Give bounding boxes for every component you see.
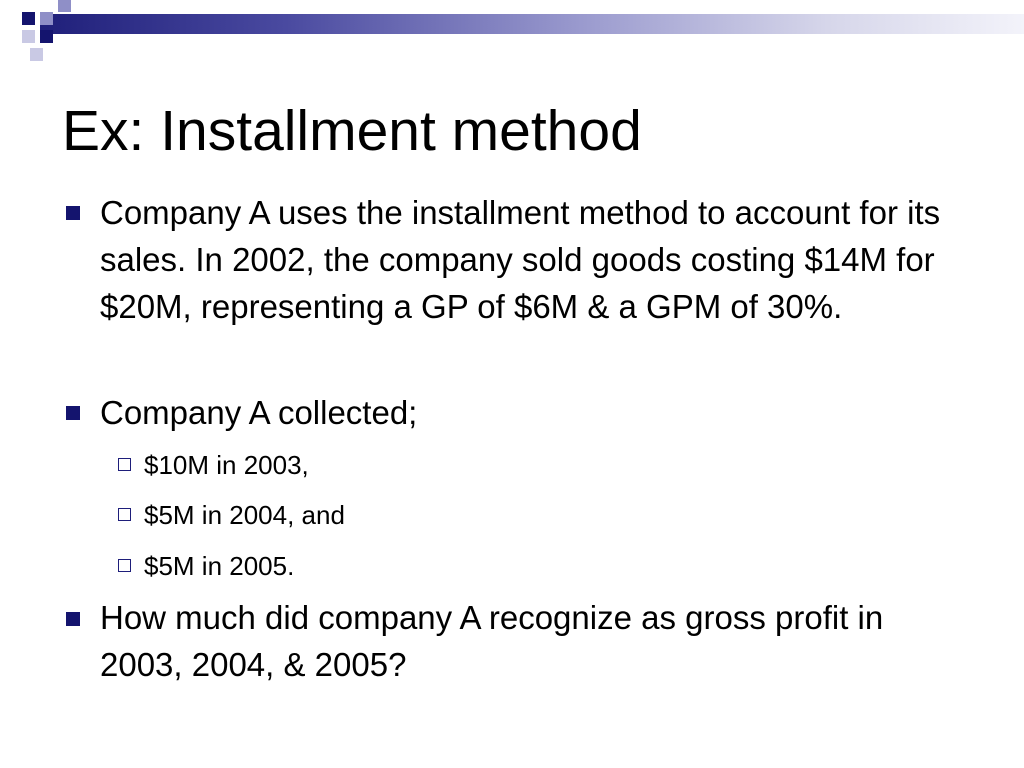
bullet-item: How much did company A recognize as gross profit in 2003, 2004, & 2005?	[100, 599, 884, 683]
sub-bullet-item: $10M in 2003,	[144, 450, 309, 480]
sub-bullet-item: $5M in 2005.	[144, 551, 295, 581]
sub-bullet-item: $5M in 2004, and	[144, 500, 345, 530]
bullet-item: Company A uses the installment method to account for its sales. In 2002, the company sold goods costing $14M for $20M, representing a GP of $6M & a GPM of 30%.	[100, 194, 941, 325]
square-bullet-icon	[66, 612, 80, 626]
hollow-square-bullet-icon	[118, 559, 131, 572]
hollow-square-bullet-icon	[118, 458, 131, 471]
bullet-item: Company A collected;	[100, 394, 418, 431]
hollow-square-bullet-icon	[118, 508, 131, 521]
square-bullet-icon	[66, 406, 80, 420]
slide-title: Ex: Installment method	[62, 99, 642, 163]
square-bullet-icon	[66, 206, 80, 220]
